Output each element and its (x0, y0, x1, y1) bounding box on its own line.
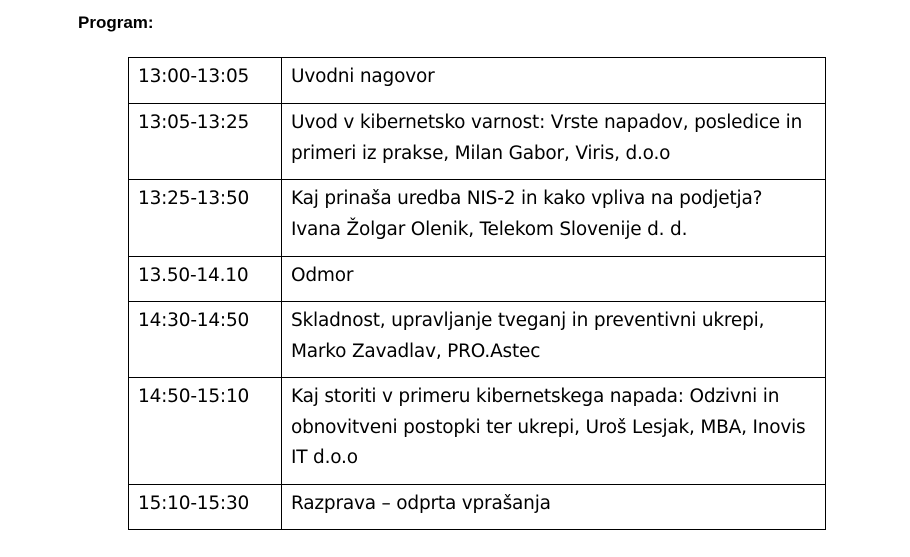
description-cell: Razprava – odprta vprašanja (282, 485, 826, 530)
description-cell: Uvod v kibernetsko varnost: Vrste napadov, posledice in primeri iz prakse, Milan Gabor, Viris, d.o.o (282, 104, 826, 180)
table-row (129, 302, 826, 378)
description-cell: Odmor (282, 257, 826, 302)
table-row (129, 58, 826, 104)
time-cell: 13.50-14.10 (129, 257, 282, 302)
program-table (128, 57, 826, 530)
table-row (129, 378, 826, 485)
time-cell: 13:05-13:25 (129, 104, 282, 180)
description-cell: Skladnost, upravljanje tveganj in preventivni ukrepi, Marko Zavadlav, PRO.Astec (282, 302, 826, 378)
time-cell: 13:25-13:50 (129, 180, 282, 257)
description-cell: Uvodni nagovor (282, 58, 826, 104)
program-heading: Program: (78, 13, 154, 32)
description-cell: Kaj storiti v primeru kibernetskega napada: Odzivni in obnovitveni postopki ter ukrepi, Uroš Lesjak, MBA, Inovis IT d.o.o (282, 378, 826, 485)
table-row (129, 180, 826, 257)
time-cell: 14:50-15:10 (129, 378, 282, 485)
time-cell: 14:30-14:50 (129, 302, 282, 378)
time-cell: 13:00-13:05 (129, 58, 282, 104)
time-cell: 15:10-15:30 (129, 485, 282, 530)
description-cell: Kaj prinaša uredba NIS-2 in kako vpliva na podjetja? Ivana Žolgar Olenik, Telekom Slovenije d. d. (282, 180, 826, 257)
table-row (129, 104, 826, 180)
table-row (129, 485, 826, 530)
table-row (129, 257, 826, 302)
